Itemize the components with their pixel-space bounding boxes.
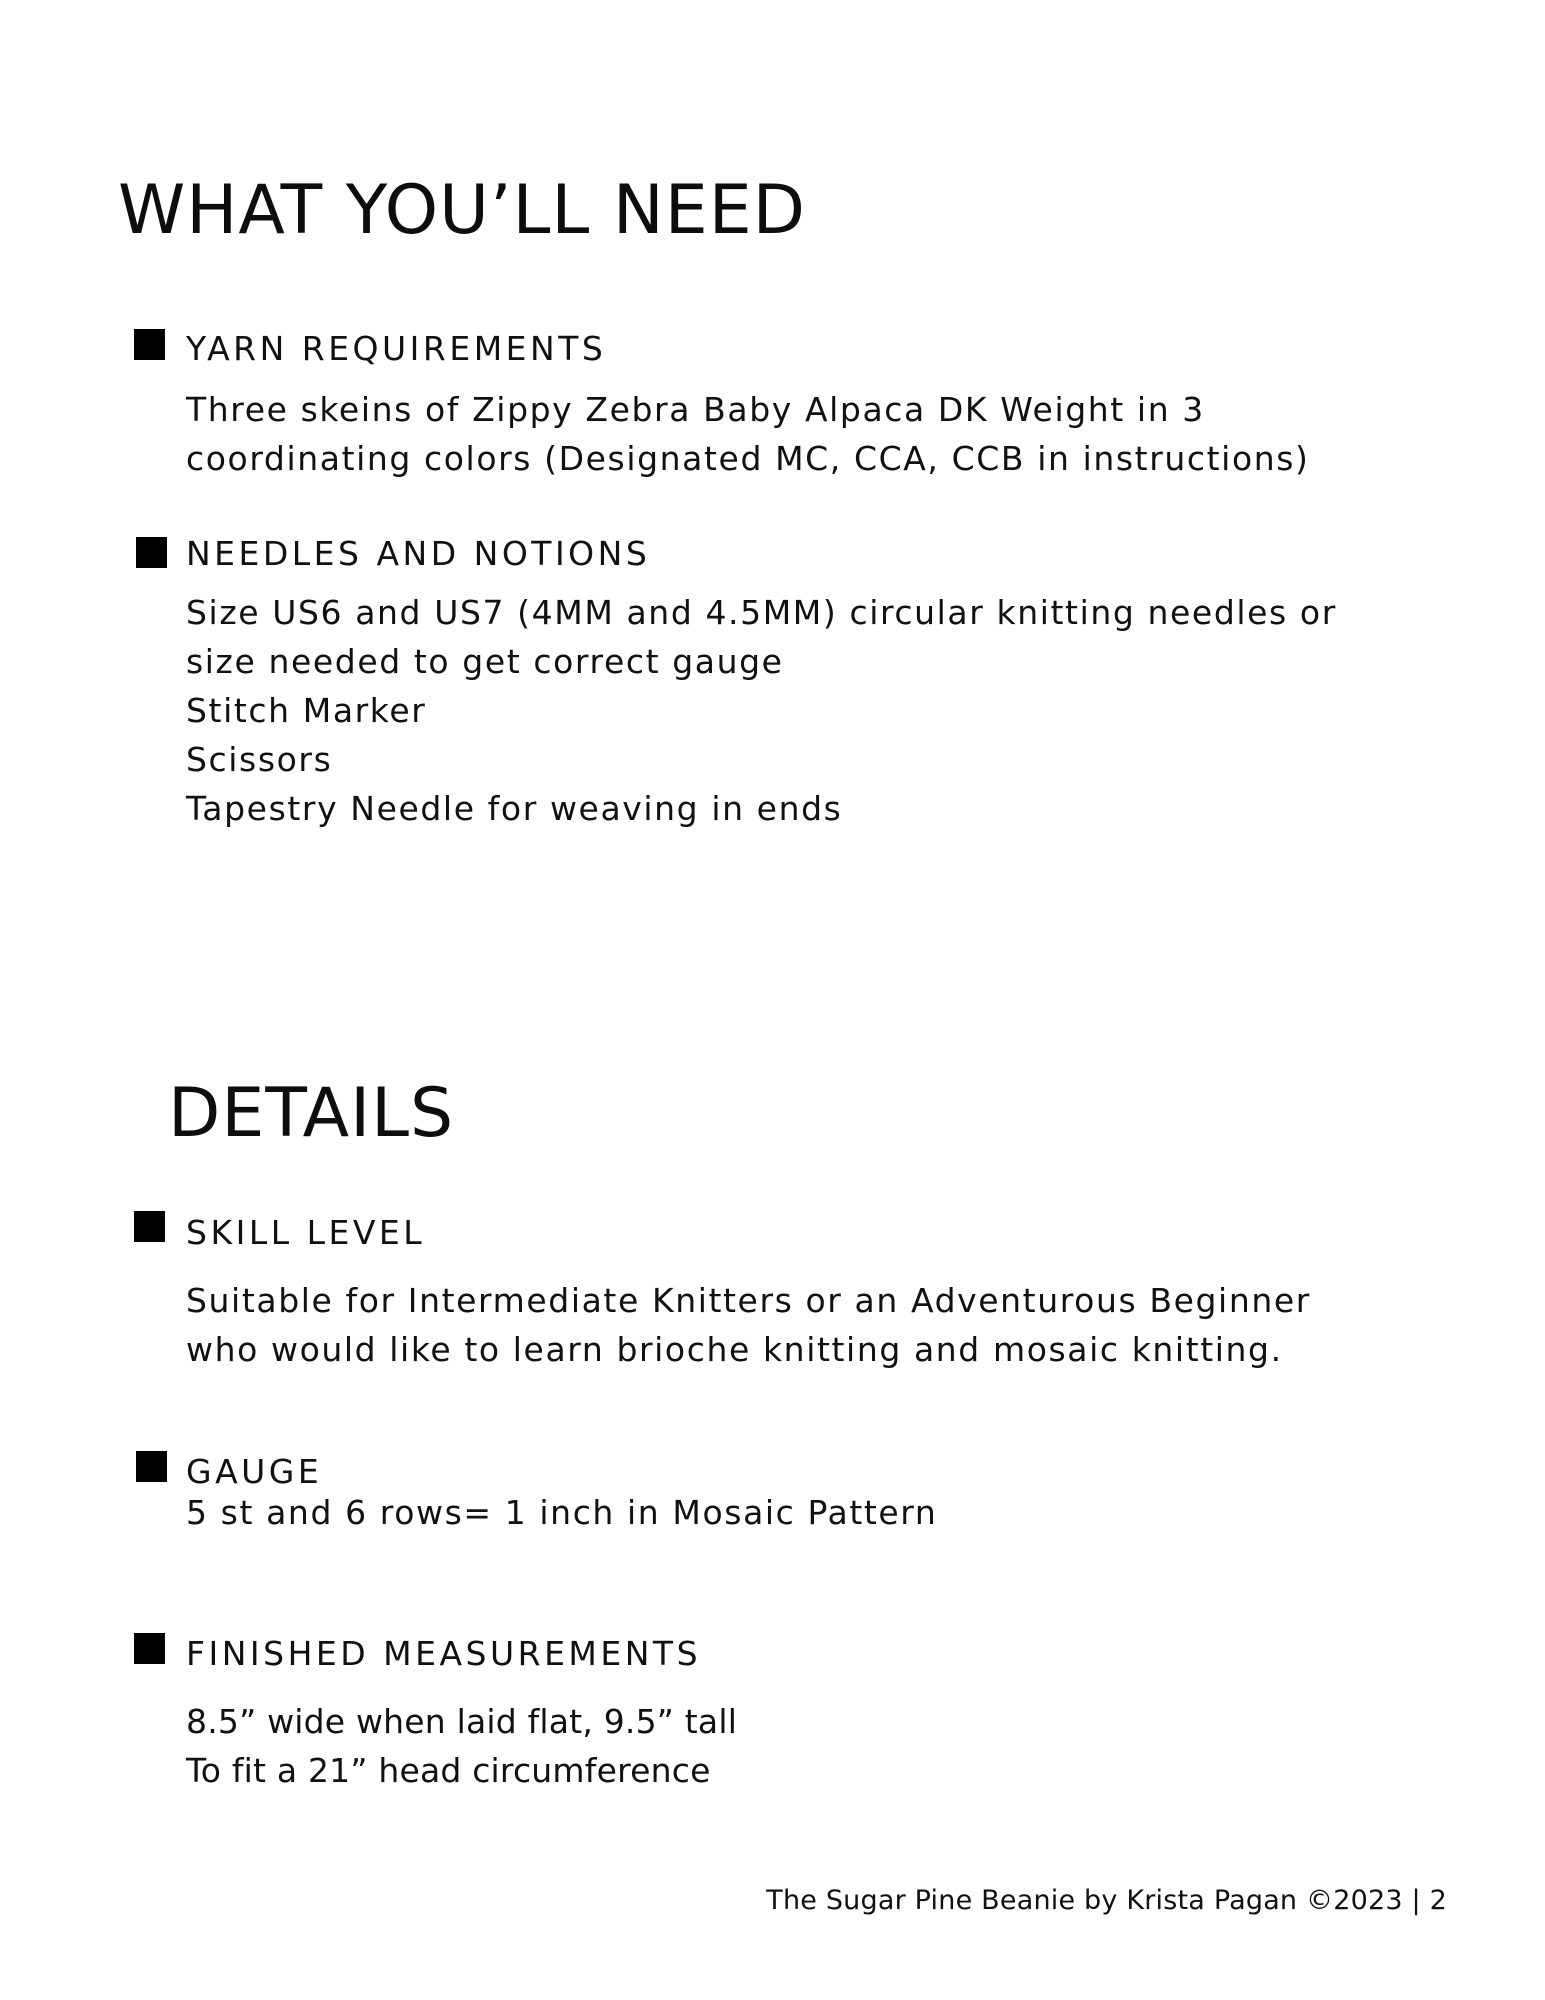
yarn-requirements-text bbox=[186, 385, 1310, 483]
needles-line: Stitch Marker bbox=[186, 691, 427, 730]
skill-line: Suitable for Intermediate Knitters or an Adventurous Beginner bbox=[186, 1281, 1311, 1320]
skill-line: who would like to learn brioche knitting and mosaic knitting. bbox=[186, 1330, 1283, 1369]
needles-notions-text bbox=[186, 588, 1337, 833]
measurements-bullet-icon bbox=[134, 1633, 165, 1664]
needles-line: Scissors bbox=[186, 740, 333, 779]
gauge-line: 5 st and 6 rows= 1 inch in Mosaic Pattern bbox=[186, 1493, 938, 1532]
yarn-requirements-heading: YARN REQUIREMENTS bbox=[186, 329, 607, 368]
gauge-heading: GAUGE bbox=[186, 1452, 323, 1491]
yarn-line: coordinating colors (Designated MC, CCA, CCB in instructions) bbox=[186, 439, 1310, 478]
details-title: DETAILS bbox=[168, 1074, 455, 1153]
needles-line: size needed to get correct gauge bbox=[186, 642, 784, 681]
needles-line: Tapestry Needle for weaving in ends bbox=[186, 789, 843, 828]
gauge-text bbox=[186, 1488, 937, 1537]
finished-measurements-text bbox=[186, 1697, 737, 1795]
measurements-line: To fit a 21” head circumference bbox=[186, 1751, 711, 1790]
needles-line: Size US6 and US7 (4MM and 4.5MM) circular knitting needles or bbox=[186, 593, 1337, 632]
needles-notions-heading: NEEDLES AND NOTIONS bbox=[186, 534, 651, 573]
skill-level-heading: SKILL LEVEL bbox=[186, 1213, 426, 1252]
gauge-bullet-icon bbox=[136, 1451, 167, 1482]
needles-bullet-icon bbox=[136, 537, 167, 568]
what-you-need-title: WHAT YOU’LL NEED bbox=[118, 171, 807, 250]
yarn-line: Three skeins of Zippy Zebra Baby Alpaca DK Weight in 3 bbox=[186, 390, 1205, 429]
skill-bullet-icon bbox=[134, 1211, 165, 1242]
page-footer: The Sugar Pine Beanie by Krista Pagan ©2023 | 2 bbox=[766, 1885, 1447, 1916]
measurements-line: 8.5” wide when laid flat, 9.5” tall bbox=[186, 1702, 738, 1741]
finished-measurements-heading: FINISHED MEASUREMENTS bbox=[186, 1634, 702, 1673]
yarn-bullet-icon bbox=[134, 329, 165, 360]
skill-level-text bbox=[186, 1276, 1311, 1374]
